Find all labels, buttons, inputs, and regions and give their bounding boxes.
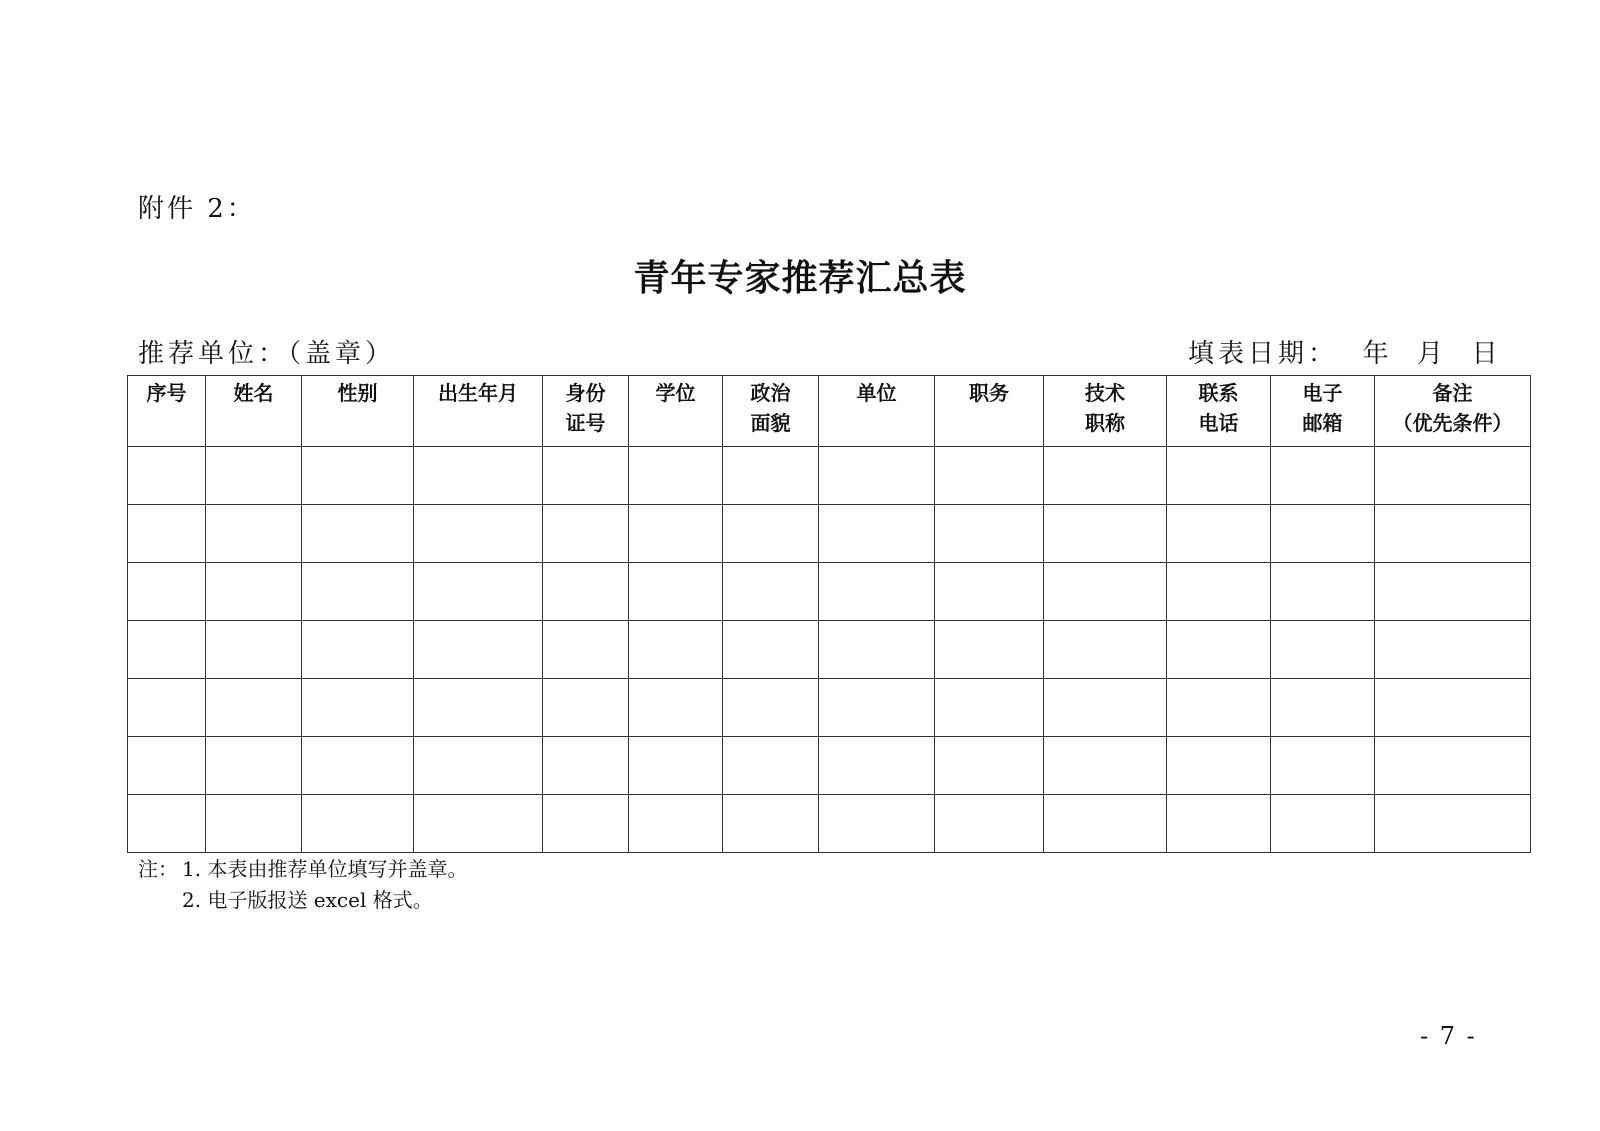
table-cell[interactable]: [819, 621, 935, 679]
table-cell[interactable]: [1375, 621, 1531, 679]
table-cell[interactable]: [302, 795, 414, 853]
table-cell[interactable]: [414, 447, 543, 505]
table-cell[interactable]: [629, 621, 723, 679]
table-cell[interactable]: [206, 795, 302, 853]
table-cell[interactable]: [1375, 505, 1531, 563]
header-serial: 序号: [128, 376, 206, 447]
table-cell[interactable]: [629, 447, 723, 505]
table-cell[interactable]: [1044, 737, 1167, 795]
table-cell[interactable]: [935, 447, 1044, 505]
table-cell[interactable]: [1167, 795, 1271, 853]
header-remarks: 备注 （优先条件）: [1375, 376, 1531, 447]
table-cell[interactable]: [1167, 447, 1271, 505]
table-cell[interactable]: [1167, 505, 1271, 563]
table-cell[interactable]: [1167, 679, 1271, 737]
table-cell[interactable]: [128, 621, 206, 679]
table-header: [128, 376, 1531, 447]
table-cell[interactable]: [543, 447, 629, 505]
table-cell[interactable]: [302, 737, 414, 795]
table-cell[interactable]: [1044, 447, 1167, 505]
table-cell[interactable]: [629, 563, 723, 621]
table-cell[interactable]: [414, 563, 543, 621]
table-cell[interactable]: [206, 563, 302, 621]
table-cell[interactable]: [206, 679, 302, 737]
table-cell[interactable]: [723, 447, 819, 505]
table-cell[interactable]: [128, 795, 206, 853]
table-cell[interactable]: [629, 795, 723, 853]
table-cell[interactable]: [629, 505, 723, 563]
table-cell[interactable]: [543, 563, 629, 621]
table-cell[interactable]: [128, 679, 206, 737]
table-cell[interactable]: [1167, 621, 1271, 679]
table-cell[interactable]: [629, 737, 723, 795]
table-row: [128, 795, 1531, 853]
note-item-1: 1. 本表由推荐单位填写并盖章。: [182, 857, 468, 881]
note-item-2: 2. 电子版报送 excel 格式。: [182, 888, 433, 912]
table-cell[interactable]: [1375, 795, 1531, 853]
table-cell[interactable]: [819, 447, 935, 505]
table-cell[interactable]: [819, 505, 935, 563]
table-cell[interactable]: [543, 679, 629, 737]
header-email: 电子 邮箱: [1271, 376, 1375, 447]
table-cell[interactable]: [302, 447, 414, 505]
note-line-1: [138, 854, 467, 885]
table-cell[interactable]: [629, 679, 723, 737]
notes: [138, 854, 467, 916]
table-cell[interactable]: [935, 505, 1044, 563]
table-cell[interactable]: [1044, 679, 1167, 737]
recommendation-table: [127, 375, 1531, 853]
table-cell[interactable]: [723, 505, 819, 563]
table-cell[interactable]: [819, 795, 935, 853]
table-cell[interactable]: [1271, 563, 1375, 621]
table-cell[interactable]: [206, 737, 302, 795]
table-cell[interactable]: [1375, 679, 1531, 737]
table-cell[interactable]: [723, 795, 819, 853]
table-cell[interactable]: [1044, 621, 1167, 679]
table-row: [128, 679, 1531, 737]
table-cell[interactable]: [414, 679, 543, 737]
table-cell[interactable]: [1271, 621, 1375, 679]
table-cell[interactable]: [414, 621, 543, 679]
table-cell[interactable]: [302, 679, 414, 737]
header-phone: 联系 电话: [1167, 376, 1271, 447]
table-cell[interactable]: [1375, 563, 1531, 621]
table-cell[interactable]: [723, 621, 819, 679]
table-row: [128, 737, 1531, 795]
table-cell[interactable]: [1375, 737, 1531, 795]
table-cell[interactable]: [1271, 737, 1375, 795]
table-cell[interactable]: [819, 563, 935, 621]
table-cell[interactable]: [543, 795, 629, 853]
table-cell[interactable]: [414, 795, 543, 853]
table-cell[interactable]: [723, 563, 819, 621]
table-cell[interactable]: [935, 679, 1044, 737]
table-cell[interactable]: [302, 505, 414, 563]
table-cell[interactable]: [723, 679, 819, 737]
table-cell[interactable]: [206, 621, 302, 679]
page-number: - 7 -: [1420, 1022, 1477, 1050]
header-id-number: 身份 证号: [543, 376, 629, 447]
table-cell[interactable]: [935, 621, 1044, 679]
table-cell[interactable]: [128, 563, 206, 621]
table-body: [128, 447, 1531, 853]
table-cell[interactable]: [302, 621, 414, 679]
table-cell[interactable]: [302, 563, 414, 621]
table-cell[interactable]: [935, 795, 1044, 853]
table-cell[interactable]: [128, 505, 206, 563]
table-row: [128, 505, 1531, 563]
header-political-status: 政治 面貌: [723, 376, 819, 447]
table-cell[interactable]: [1375, 447, 1531, 505]
note-line-2: [138, 885, 467, 916]
note-prefix: 注：: [138, 857, 178, 881]
table-cell[interactable]: [1044, 505, 1167, 563]
table-cell[interactable]: [819, 737, 935, 795]
table-cell[interactable]: [543, 737, 629, 795]
table-cell[interactable]: [206, 447, 302, 505]
fill-date-label: 填表日期： 年 月 日: [1188, 339, 1502, 369]
table-cell[interactable]: [414, 737, 543, 795]
table-cell[interactable]: [723, 737, 819, 795]
table-row: [128, 621, 1531, 679]
table-cell[interactable]: [128, 737, 206, 795]
header-birth: 出生年月: [414, 376, 543, 447]
page-title: 青年专家推荐汇总表: [633, 258, 967, 299]
table-cell[interactable]: [206, 505, 302, 563]
table-cell[interactable]: [1044, 795, 1167, 853]
header-degree: 学位: [629, 376, 723, 447]
table-header-row: [128, 376, 1531, 447]
table-cell[interactable]: [414, 505, 543, 563]
header-unit: 单位: [819, 376, 935, 447]
table-cell[interactable]: [1271, 679, 1375, 737]
table-cell[interactable]: [819, 679, 935, 737]
header-tech-title: 技术 职称: [1044, 376, 1167, 447]
attachment-label: 附件 2：: [138, 194, 256, 224]
header-position: 职务: [935, 376, 1044, 447]
table-cell[interactable]: [128, 447, 206, 505]
table-cell[interactable]: [543, 505, 629, 563]
table-cell[interactable]: [1271, 505, 1375, 563]
table-cell[interactable]: [543, 621, 629, 679]
table-cell[interactable]: [1271, 447, 1375, 505]
header-name: 姓名: [206, 376, 302, 447]
header-gender: 性别: [302, 376, 414, 447]
table-cell[interactable]: [1167, 563, 1271, 621]
recommend-unit-label: 推荐单位：（盖章）: [138, 339, 396, 369]
table-cell[interactable]: [935, 737, 1044, 795]
table-cell[interactable]: [935, 563, 1044, 621]
table-row: [128, 563, 1531, 621]
table-cell[interactable]: [1167, 737, 1271, 795]
table-cell[interactable]: [1044, 563, 1167, 621]
table-row: [128, 447, 1531, 505]
table-cell[interactable]: [1271, 795, 1375, 853]
